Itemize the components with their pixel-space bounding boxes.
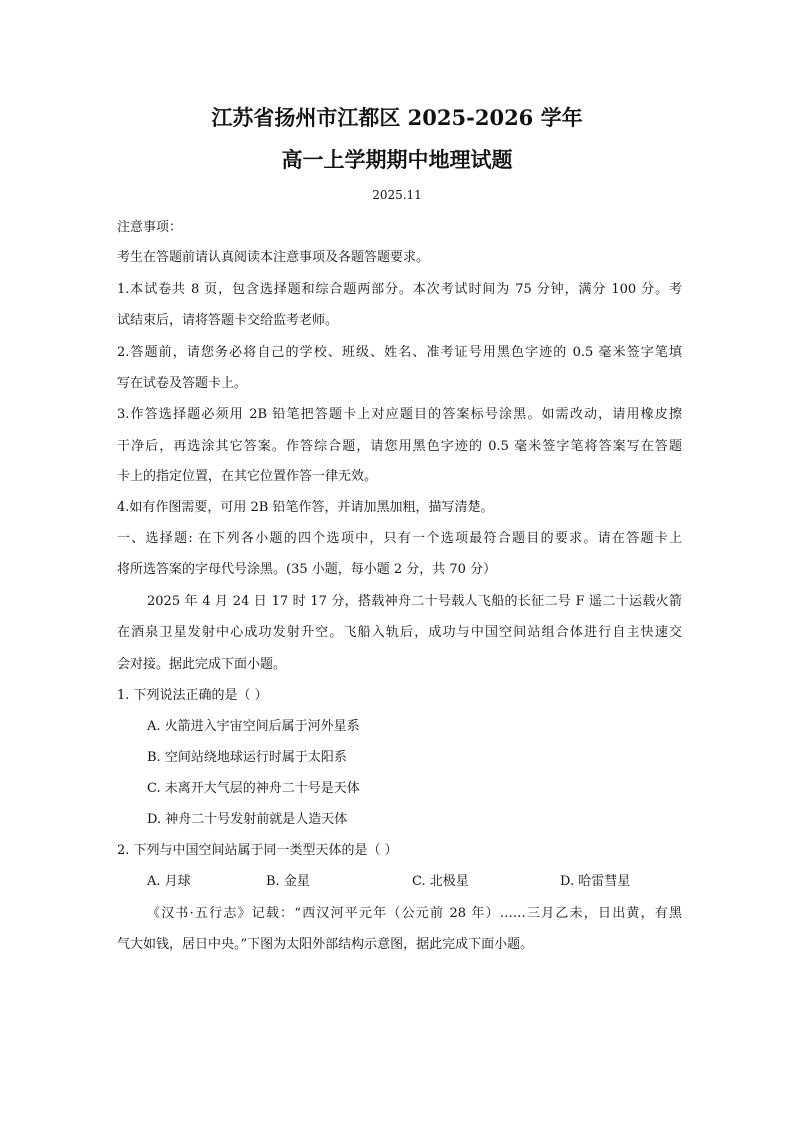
section1-instructions-line2: 将所选答案的字母代号涂黑。(35 小题，每小题 2 分，共 70 分） (117, 562, 497, 577)
question-2-option-c: C. 北极星 (412, 874, 469, 889)
note-3-line2: 干净后，再选涂其它答案。作答综合题，请您用黑色字迹的 0.5 毫米签字笔将答案写在答题 (117, 439, 682, 454)
note-2-line1: 2.答题前，请您务必将自己的学校、班级、姓名、准考证号用黑色字迹的 0.5 毫米签字笔填 (117, 345, 682, 360)
question-1-stem: 1. 下列说法正确的是（ ） (117, 688, 268, 703)
passage1-line1: 2025 年 4 月 24 日 17 时 17 分，搭载神舟二十号载人飞船的长征二号 F 遥二十运载火箭 (147, 594, 682, 609)
question-2-option-b: B. 金星 (266, 874, 310, 889)
question-2-option-d: D. 哈雷彗星 (560, 874, 631, 889)
question-1-option-c: C. 未离开大气层的神舟二十号是天体 (147, 781, 360, 796)
question-2-option-a: A. 月球 (147, 874, 191, 889)
exam-title-line1: 江苏省扬州市江都区 2025-2026 学年 (211, 105, 583, 130)
exam-title-line2: 高一上学期期中地理试题 (281, 147, 513, 172)
passage2-line1: 《汉书·五行志》记载：“西汉河平元年（公元前 28 年）……三月乙未，日出黄，有黑 (147, 906, 682, 921)
passage1-line3: 会对接。据此完成下面小题。 (117, 657, 287, 672)
section1-instructions-line1: 一、选择题: 在下列各小题的四个选项中，只有一个选项最符合题目的要求。请在答题卡上 (117, 531, 682, 546)
passage1-line2: 在酒泉卫星发射中心成功发射升空。飞船入轨后，成功与中国空间站组合体进行自主快速交 (117, 625, 682, 640)
note-4: 4.如有作图需要，可用 2B 铅笔作答，并请加黑加粗，描写清楚。 (117, 500, 494, 515)
notes-heading: 注意事项： (117, 220, 183, 235)
question-1-option-a: A. 火箭进入宇宙空间后属于河外星系 (147, 719, 360, 734)
passage2-line2: 气大如钱，居日中央。”下图为太阳外部结构示意图，据此完成下面小题。 (117, 937, 534, 952)
notes-intro: 考生在答题前请认真阅读本注意事项及各题答题要求。 (117, 250, 430, 265)
question-2-stem: 2. 下列与中国空间站属于同一类型天体的是（ ） (117, 843, 398, 858)
note-1-line2: 试结束后，请将答题卡交给监考老师。 (117, 313, 339, 328)
question-1-option-d: D. 神舟二十号发射前就是人造天体 (147, 812, 348, 827)
note-1-line1: 1.本试卷共 8 页，包含选择题和综合题两部分。本次考试时间为 75 分钟，满分 100 分。考 (117, 282, 682, 297)
question-1-option-b: B. 空间站绕地球运行时属于太阳系 (147, 750, 347, 765)
note-3-line1: 3.作答选择题必须用 2B 铅笔把答题卡上对应题目的答案标号涂黑。如需改动，请用橡皮擦 (117, 407, 682, 422)
exam-date: 2025.11 (372, 188, 422, 202)
note-3-line3: 卡上的指定位置，在其它位置作答一律无效。 (117, 469, 378, 484)
note-2-line2: 写在试卷及答题卡上。 (117, 376, 248, 391)
